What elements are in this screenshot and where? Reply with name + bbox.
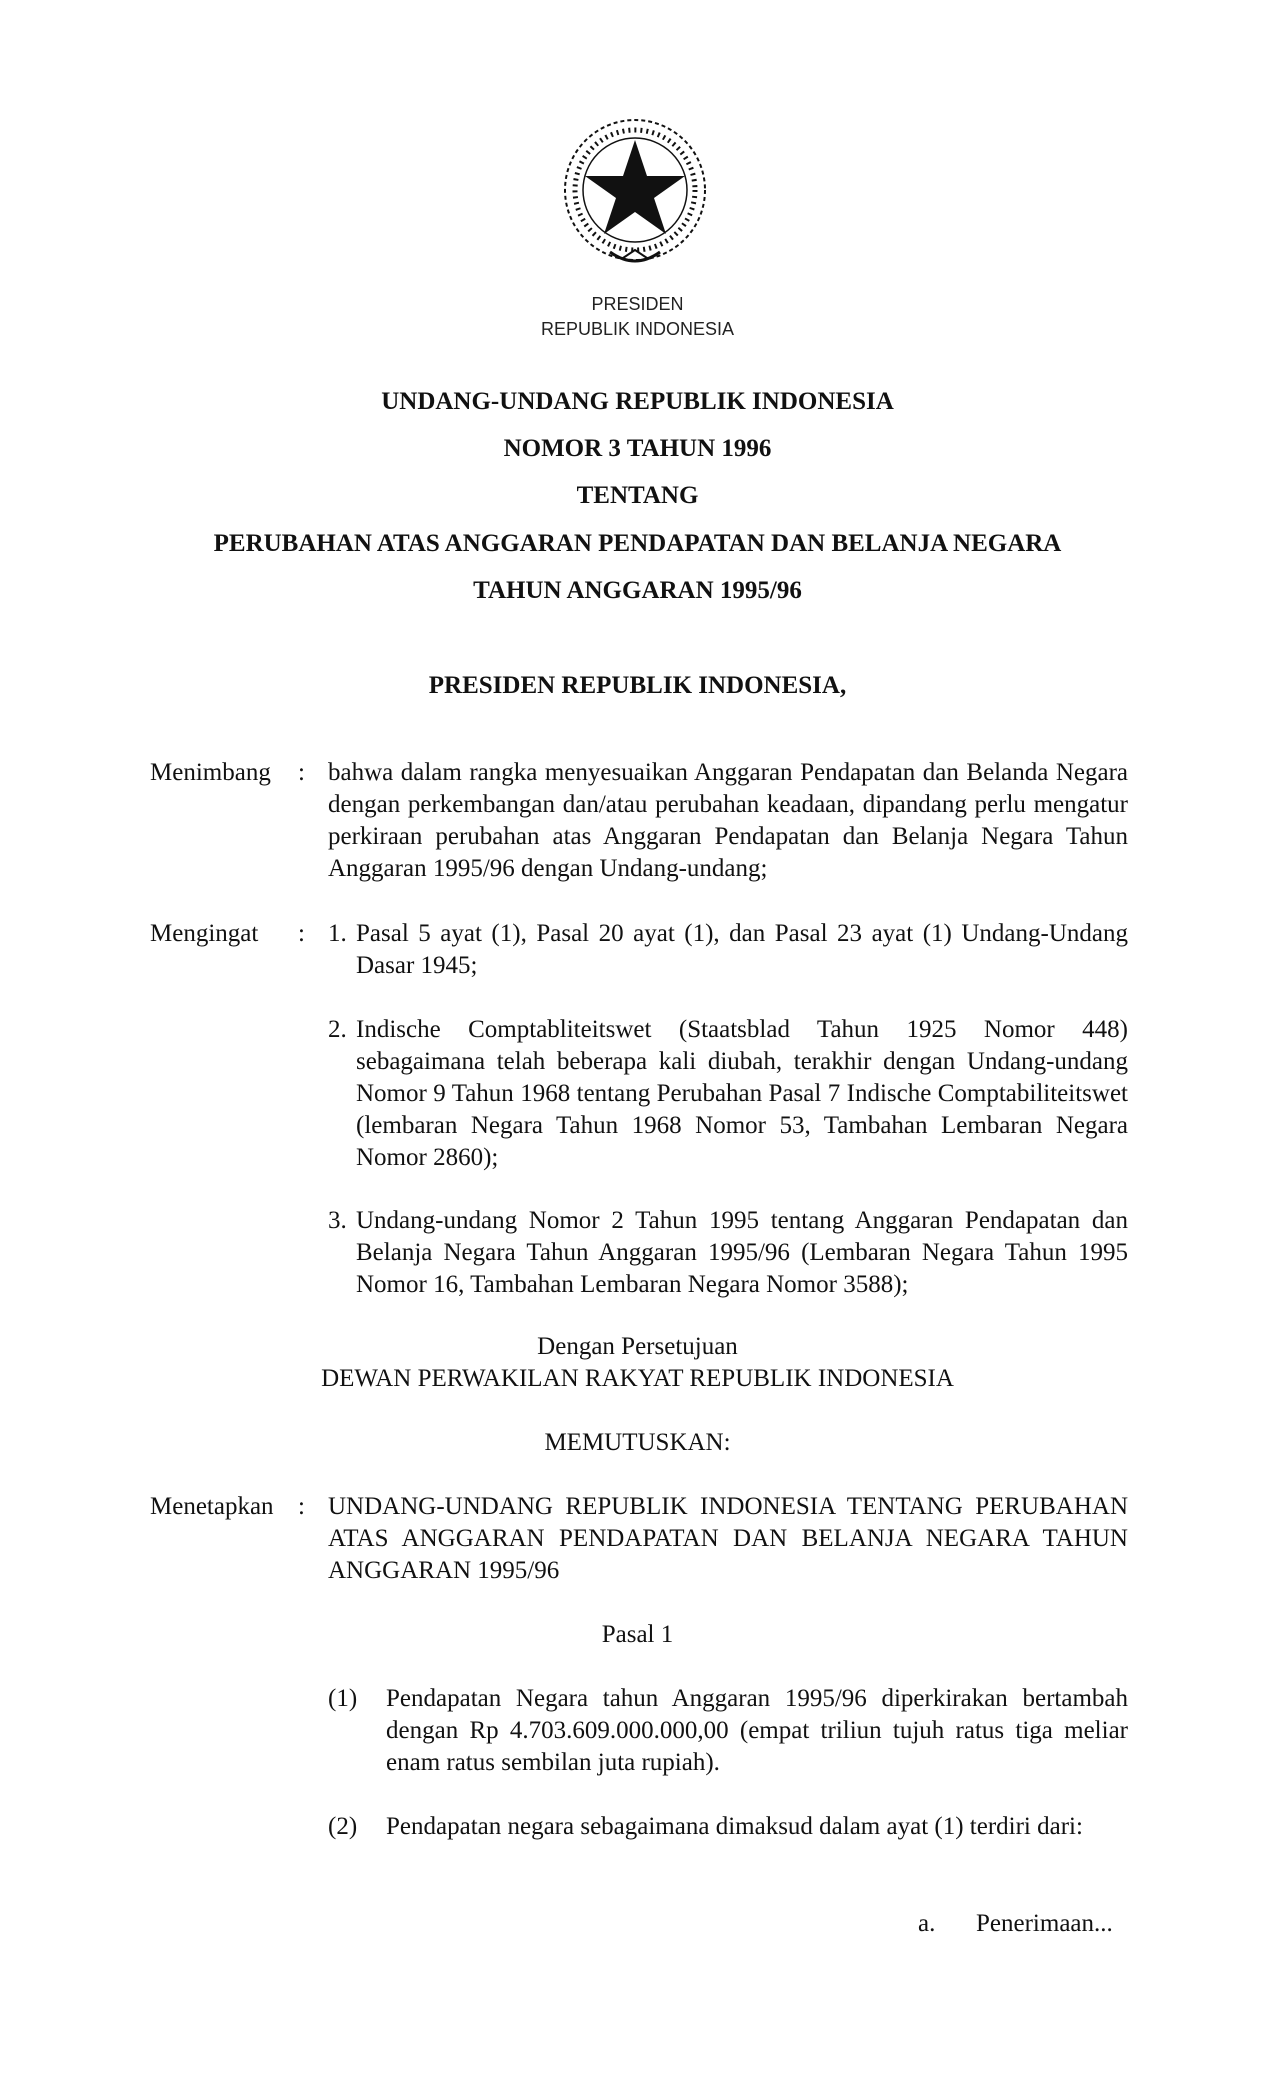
mengingat-label: Mengingat (150, 920, 259, 947)
pasal1-title: Pasal 1 (601, 1621, 674, 1648)
continuation-text: Penerimaan... (976, 1910, 1113, 1937)
heading-line2: NOMOR 3 TAHUN 1996 (503, 435, 772, 462)
garuda-emblem-icon (555, 112, 715, 272)
menetapkan-colon: : (298, 1493, 305, 1520)
menimbang-text: bahwa dalam rangka menyesuaikan Anggaran Pendapatan dan Belanda Negara dengan perkembangan dan/atau perubahan keadaan, dipandang perlu mengatur perkiraan perubahan atas Anggaran Pendapatan dan Belanja Negara Tahun Anggaran 1995/96 dengan Undang-undang; (328, 759, 1128, 882)
persetujuan-line2: DEWAN PERWAKILAN RAKYAT REPUBLIK INDONESIA (321, 1365, 954, 1392)
menetapkan-text: UNDANG-UNDANG REPUBLIK INDONESIA TENTANG PERUBAHAN ATAS ANGGARAN PENDAPATAN DAN BELANJA NEGARA TAHUN ANGGARAN 1995/96 (328, 1493, 1128, 1584)
continuation-marker: a. (918, 1910, 936, 1937)
pasal1-para-1-text: Pendapatan Negara tahun Anggaran 1995/96 diperkirakan bertambah dengan Rp 4.703.609.000.000,00 (empat triliun tujuh ratus tiga meliar enam ratus sembilan juta rupiah). (386, 1685, 1128, 1776)
mengingat-item-2-text: Indische Comptabliteitswet (Staatsblad Tahun 1925 Nomor 448) sebagaimana telah beberapa kali diubah, terakhir dengan Undang-undang Nomor 9 Tahun 1968 tentang Perubahan Pasal 7 Indische Comptabiliteitswet (lembaran Negara Tahun 1968 Nomor 53, Tambahan Lembaran Negara Nomor 2860); (356, 1016, 1128, 1171)
heading-line4: PERUBAHAN ATAS ANGGARAN PENDAPATAN DAN BELANJA NEGARA (213, 530, 1062, 557)
menimbang-colon: : (298, 759, 305, 786)
memutuskan: MEMUTUSKAN: (544, 1429, 731, 1456)
menimbang-label: Menimbang (150, 759, 271, 786)
pasal1-para-2-num: (2) (328, 1813, 358, 1840)
letterhead-line2: REPUBLIK INDONESIA (540, 319, 735, 339)
mengingat-item-2-num: 2. (328, 1016, 347, 1043)
heading-line1: UNDANG-UNDANG REPUBLIK INDONESIA (381, 388, 894, 415)
mengingat-colon: : (298, 920, 305, 947)
mengingat-item-3-text: Undang-undang Nomor 2 Tahun 1995 tentang Anggaran Pendapatan dan Belanja Negara Tahun Anggaran 1995/96 (Lembaran Negara Tahun 1995 Nomor 16, Tambahan Lembaran Negara Nomor 3588); (356, 1207, 1128, 1298)
letterhead-line1: PRESIDEN (591, 294, 684, 314)
persetujuan-line1: Dengan Persetujuan (537, 1333, 738, 1360)
pasal1-para-1-num: (1) (328, 1685, 358, 1712)
heading-line3: TENTANG (576, 482, 699, 509)
mengingat-item-1-text: Pasal 5 ayat (1), Pasal 20 ayat (1), dan Pasal 23 ayat (1) Undang-Undang Dasar 1945; (356, 920, 1128, 979)
letterhead (0, 292, 1275, 342)
mengingat-item-1-num: 1. (328, 920, 347, 947)
president-line: PRESIDEN REPUBLIK INDONESIA, (428, 672, 847, 699)
heading-line5: TAHUN ANGGARAN 1995/96 (473, 577, 802, 604)
mengingat-item-3-num: 3. (328, 1207, 347, 1234)
pasal1-para-2-text: Pendapatan negara sebagaimana dimaksud dalam ayat (1) terdiri dari: (386, 1813, 1083, 1840)
menetapkan-label: Menetapkan (150, 1493, 274, 1520)
